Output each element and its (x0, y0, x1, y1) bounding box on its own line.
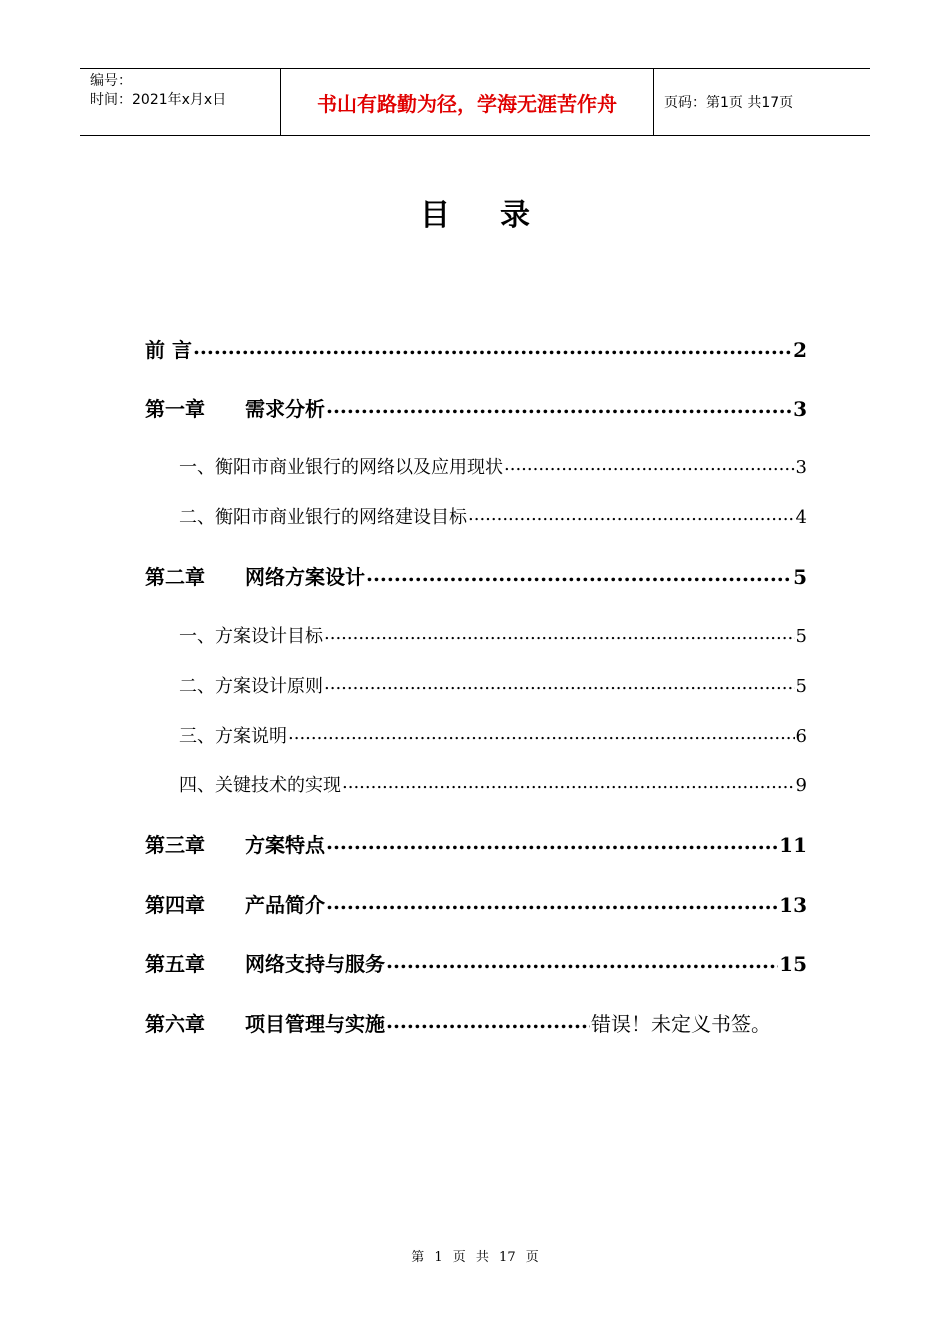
toc-leader-dots (326, 892, 778, 912)
toc-entry-page: 9 (795, 775, 807, 796)
toc-section-title: 二、衡阳市商业银行的网络建设目标 (179, 507, 467, 528)
toc-chapter-number: 第二章 (145, 565, 205, 589)
toc-leader-dots (386, 1011, 590, 1031)
toc-entry-page: 5 (795, 676, 807, 697)
toc-entry-section-2-4[interactable] (145, 771, 807, 797)
toc-entry-chapter-5[interactable] (145, 948, 807, 977)
toc-entry-chapter-1[interactable] (145, 393, 807, 422)
toc-entry-page: 2 (793, 338, 807, 362)
toc-entry-page: 3 (793, 397, 807, 421)
toc-chapter-title: 网络支持与服务 (245, 952, 385, 976)
toc-chapter-number: 第四章 (145, 893, 205, 917)
toc-entry-section-2-3[interactable] (145, 722, 807, 748)
toc-section-title: 一、方案设计目标 (179, 626, 323, 647)
toc-leader-dots (326, 832, 778, 852)
toc-chapter-title: 产品简介 (245, 893, 325, 917)
toc-leader-dots (326, 396, 792, 416)
toc-entry-section-2-1[interactable] (145, 622, 807, 648)
toc-section-title: 一、衡阳市商业银行的网络以及应用现状 (179, 457, 503, 478)
toc-chapter-number: 第六章 (145, 1012, 205, 1036)
toc-leader-dots (324, 674, 795, 692)
toc-leader-dots (386, 951, 778, 971)
toc-entry-page: 6 (795, 726, 807, 747)
toc-section-title: 四、关键技术的实现 (179, 775, 341, 796)
toc-entry-page: 13 (779, 893, 807, 917)
page-footer: 第 1 页 共 17 页 (411, 1250, 539, 1265)
toc-entry-section-1-2[interactable] (145, 503, 807, 529)
toc-entry-label: 前 言 (145, 338, 192, 362)
header-motto: 书山有路勤为径，学海无涯苦作舟 (281, 69, 654, 135)
toc-section-title: 三、方案说明 (179, 726, 287, 747)
toc-chapter-title: 需求分析 (245, 397, 325, 421)
header-time-label: 时间：2021年x月x日 (90, 92, 227, 108)
toc-leader-dots (342, 773, 795, 791)
toc-entry-preface[interactable] (145, 334, 807, 363)
toc-entry-chapter-6[interactable] (145, 1008, 807, 1037)
header-number-label: 编号： (90, 73, 132, 89)
toc-leader-dots (288, 724, 795, 742)
toc-section-title: 二、方案设计原则 (179, 676, 323, 697)
toc-entry-page: 15 (779, 952, 807, 976)
toc-chapter-number: 第一章 (145, 397, 205, 421)
header-page-info: 页码：第1页 共17页 (664, 95, 794, 111)
toc-leader-dots (193, 337, 792, 357)
toc-entry-page: 4 (795, 507, 807, 528)
toc-leader-dots (366, 564, 792, 584)
toc-entry-page: 5 (795, 626, 807, 647)
toc-entry-page: 5 (793, 565, 807, 589)
header-meta (80, 69, 281, 135)
toc-entry-section-2-2[interactable] (145, 672, 807, 698)
toc-chapter-title: 项目管理与实施 (245, 1012, 385, 1036)
toc-entry-section-1-1[interactable] (145, 453, 807, 479)
toc-chapter-number: 第五章 (145, 952, 205, 976)
toc-leader-dots (504, 455, 795, 473)
toc-chapter-title: 方案特点 (245, 833, 325, 857)
toc-entry-page: 11 (779, 833, 807, 857)
toc-entry-chapter-4[interactable] (145, 889, 807, 918)
page-title: 目录 (420, 198, 580, 233)
toc-chapter-number: 第三章 (145, 833, 205, 857)
toc-entry-error: 错误！未定义书签。 (591, 1012, 771, 1036)
toc-leader-dots (468, 505, 795, 523)
toc-chapter-title: 网络方案设计 (245, 565, 365, 589)
document-header (80, 68, 870, 136)
toc-leader-dots (324, 624, 795, 642)
toc-entry-page: 3 (795, 457, 807, 478)
toc-entry-chapter-2[interactable] (145, 561, 807, 590)
toc-entry-chapter-3[interactable] (145, 829, 807, 858)
